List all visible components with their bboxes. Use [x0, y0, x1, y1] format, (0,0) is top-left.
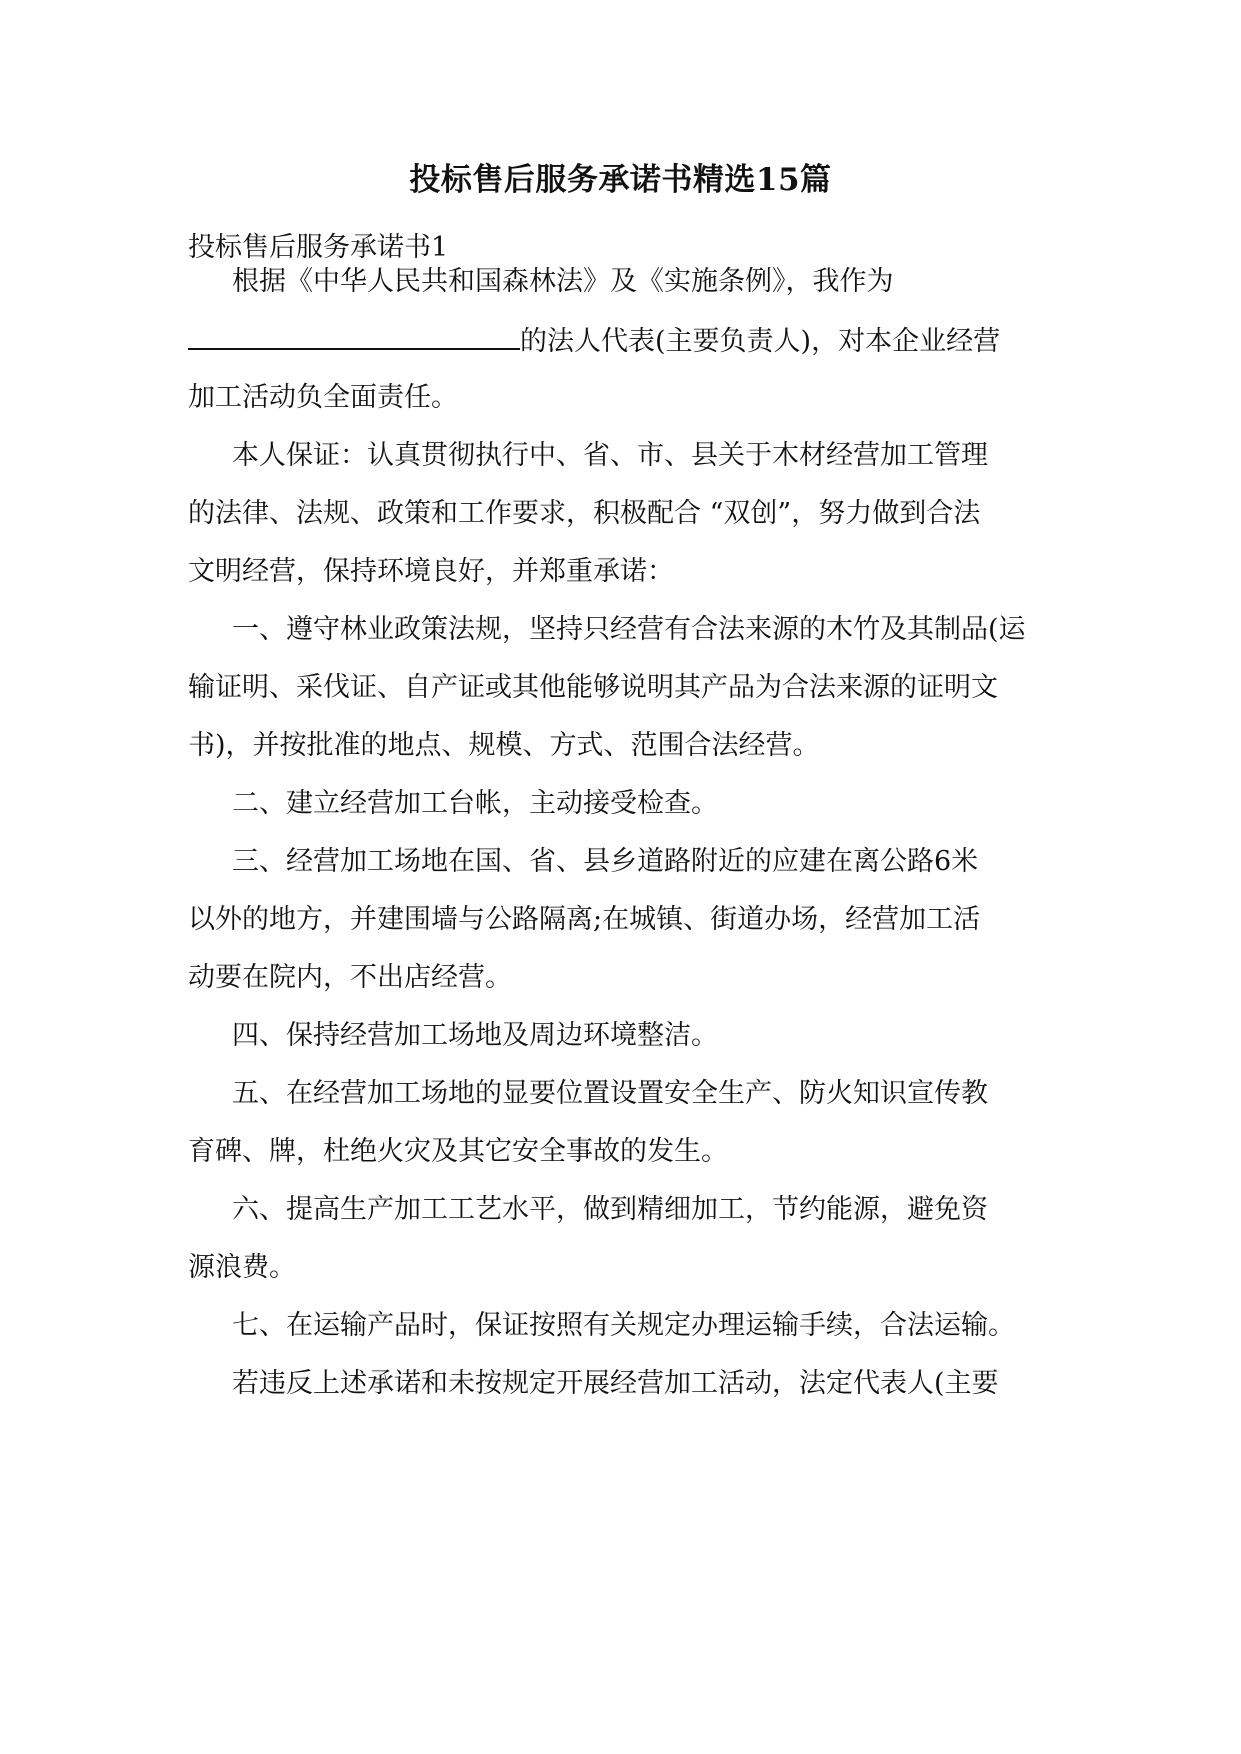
blank-underline — [188, 320, 520, 350]
paragraph-line: 育碑、牌，杜绝火灾及其它安全事故的发生。 — [188, 1136, 728, 1167]
paragraph-line — [188, 320, 1000, 362]
paragraph-line: 五、在经营加工场地的显要位置设置安全生产、防火知识宣传教 — [232, 1078, 988, 1109]
paragraph-line: 根据《中华人民共和国森林法》及《实施条例》，我作为 — [232, 266, 894, 297]
paragraph-line: 的法律、法规、政策和工作要求，积极配合 “双创”，努力做到合法 — [188, 498, 981, 529]
paragraph-line: 七、在运输产品时，保证按照有关规定办理运输手续，合法运输。 — [232, 1310, 1015, 1341]
paragraph-line: 六、提高生产加工工艺水平，做到精细加工，节约能源，避免资 — [232, 1194, 988, 1225]
paragraph-line: 四、保持经营加工场地及周边环境整洁。 — [232, 1020, 718, 1051]
paragraph-line: 文明经营，保持环境良好，并郑重承诺： — [188, 556, 674, 587]
paragraph-line: 加工活动负全面责任。 — [188, 382, 458, 413]
paragraph-line: 三、经营加工场地在国、省、县乡道路附近的应建在离公路6米 — [232, 846, 979, 877]
paragraph-line: 本人保证：认真贯彻执行中、省、市、县关于木材经营加工管理 — [232, 440, 988, 471]
paragraph-line: 二、建立经营加工台帐，主动接受检查。 — [232, 788, 718, 819]
paragraph-line: 输证明、采伐证、自产证或其他能够说明其产品为合法来源的证明文 — [188, 672, 998, 703]
paragraph-line: 动要在院内，不出店经营。 — [188, 962, 512, 993]
paragraph-line: 书)，并按批准的地点、规模、方式、范围合法经营。 — [188, 730, 820, 761]
paragraph-line-text: 的法人代表(主要负责人)，对本企业经营 — [520, 326, 1001, 357]
paragraph-line: 一、遵守林业政策法规，坚持只经营有合法来源的木竹及其制品(运 — [232, 614, 1026, 645]
paragraph-line: 以外的地方，并建围墙与公路隔离;在城镇、街道办场，经营加工活 — [188, 904, 981, 935]
section-heading: 投标售后服务承诺书1 — [188, 232, 449, 263]
document-title: 投标售后服务承诺书精选15篇 — [409, 162, 832, 198]
paragraph-line: 若违反上述承诺和未按规定开展经营加工活动，法定代表人(主要 — [232, 1368, 999, 1399]
paragraph-line: 源浪费。 — [188, 1252, 296, 1283]
